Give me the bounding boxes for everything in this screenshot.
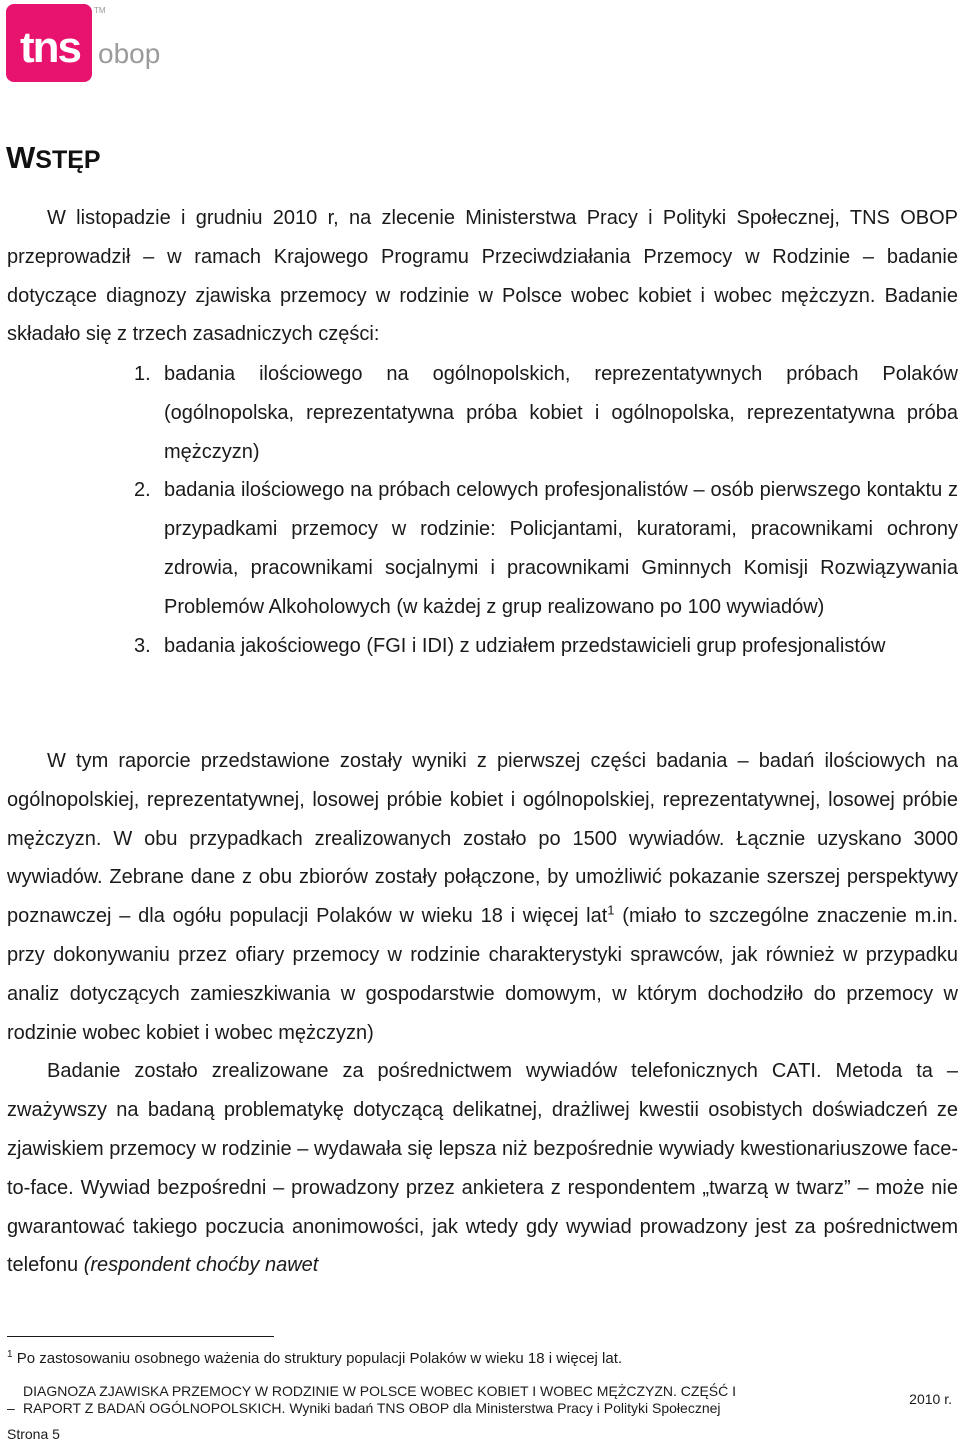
list-item-number: 1. [134,363,151,385]
list-item-text: badania ilościowego na ogólnopolskich, reprezentatywnych próbach Polaków (ogólnopolska, reprezentatywna próba kobiet i ogólnopolska, reprezentatywna próba mężczyzn) [164,363,958,463]
logo-mark [6,4,92,82]
list-item-number: 3. [134,634,151,657]
logo-word: obop [98,38,161,69]
list-item [134,627,958,666]
footnote-number: 1 [7,1349,13,1360]
page-footer [7,1383,958,1417]
title-rest: STĘP [35,146,101,174]
results-text: W tym raporcie przedstawione zostały wyniki z pierwszej części badania – badań ilościowych na ogólnopolskiej, reprezentatywnej, losowej próbie kobiet i ogólnopolskiej, reprezentatywnej, losowej próbie mężczyzn. W obu przypadkach zrealizowanych zostało po 1500 wywiadów. Łącznie uzyskano 3000 wywiadów. Zebrane dane z obu zbiorów zostały połączone, by umożliwić pokazanie szerszej perspektywy poznawczej – dla ogółu populacji Polaków w wieku 18 i więcej lat [7,750,958,928]
results-paragraph [7,742,958,1052]
method-paragraph [7,1052,958,1285]
footnote-divider [7,1336,274,1337]
intro-paragraph: W listopadzie i grudniu 2010 r, na zlecenie Ministerstwa Pracy i Polityki Społecznej, TNS OBOP przeprowadził – w ramach Krajowego Programu Przeciwdziałania Przemocy w Rodzinie – badanie dotyczące diagnozy zjawiska przemocy w rodzinie w Polsce wobec kobiet i wobec mężczyzn. Badanie składało się z trzech zasadniczych części: [7,207,958,346]
footer-dash: – [7,1400,15,1416]
footer-title-line2: RAPORT Z BADAŃ OGÓLNOPOLSKICH. Wyniki badań TNS OBOP dla Ministerstwa Pracy i Polityki Społecznej [23,1400,721,1416]
logo-mark-text: tns [20,23,80,72]
list-item-text: badania jakościowego (FGI i IDI) z udziałem przedstawicieli grup profesjonalistów [164,634,886,657]
parts-list [134,355,958,665]
results-section [7,742,958,1285]
list-item-number: 2. [134,479,151,502]
intro-section [7,199,958,354]
footnote [7,1349,622,1369]
footer-year: 2010 r. [909,1391,952,1407]
results-text-continued: (miało to szczególne znaczenie m.in. przy dokonywaniu przez ofiary przemocy w rodzinie charakterystyki sprawców, jak również w przypadku analiz dotyczących zamieszkiwania w gospodarstwie domowym, w którym dochodziło do przemocy w rodzinie wobec kobiet i wobec mężczyzn) [7,905,958,1044]
tns-obop-logo [6,4,161,84]
footnote-reference[interactable]: 1 [607,902,615,918]
logo-trademark: TM [94,6,106,15]
method-italic-text: (respondent choćby nawet [83,1254,319,1277]
title-initial: W [6,140,36,175]
page-title [6,140,101,176]
footer-title-line1: DIAGNOZA ZJAWISKA PRZEMOCY W RODZINIE W POLSCE WOBEC KOBIET I WOBEC MĘŻCZYZN. CZĘŚĆ I [23,1383,737,1399]
method-text: Badanie zostało zrealizowane za pośrednictwem wywiadów telefonicznych CATI. Metoda ta – zważywszy na badaną problematykę dotyczącą delikatnej, drażliwej kwestii osobistych doświadczeń ze zjawiskiem przemocy w rodzinie – wydawała się lepsza niż bezpośrednie wywiady kwestionariuszowe face-to-face. Wywiad bezpośredni – prowadzony przez ankietera z respondentem „twarzą w twarz” – może nie gwarantować takiego poczucia anonimowości, jak wtedy gdy wywiad prowadzony jest za pośrednictwem telefonu [7,1060,958,1277]
list-item-text: badania ilościowego na próbach celowych profesjonalistów – osób pierwszego kontaktu z przypadkami przemocy w rodzinie: Policjantami, kuratorami, pracownikami ochrony zdrowia, pracownikami socjalnymi i pracownikami Gminnych Komisji Rozwiązywania Problemów Alkoholowych (w każdej z grup realizowano po 100 wywiadów) [164,479,958,618]
list-item [134,471,958,626]
list-item [134,355,958,471]
page-number: Strona 5 [7,1426,60,1442]
footnote-text: Po zastosowaniu osobnego ważenia do struktury populacji Polaków w wieku 18 i więcej lat. [12,1350,623,1367]
